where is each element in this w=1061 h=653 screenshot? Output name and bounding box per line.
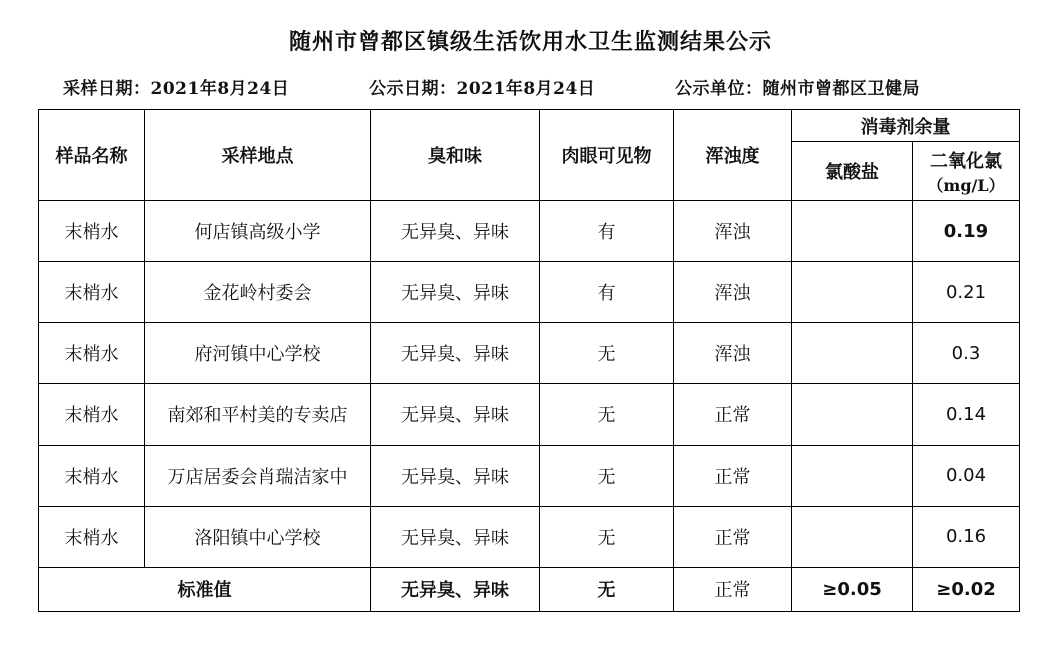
cell-chlorate (792, 384, 913, 445)
cell-chlorine-dioxide: 0.14 (913, 384, 1020, 445)
publishing-unit (675, 76, 920, 102)
table-row (39, 201, 1020, 262)
cell-odor: 无异臭、异味 (371, 445, 540, 506)
standard-chlorate: ≥0.05 (792, 567, 913, 611)
standard-turbidity: 正常 (674, 567, 792, 611)
cell-visible-matter: 无 (540, 323, 674, 384)
sample-date (63, 76, 289, 102)
cell-chlorate (792, 201, 913, 262)
cell-sample-name: 末梢水 (39, 506, 145, 567)
results-table (38, 109, 1020, 612)
cell-odor: 无异臭、异味 (371, 323, 540, 384)
publish-date-value: 2021年8月24日 (456, 79, 596, 99)
sample-date-value: 2021年8月24日 (150, 79, 290, 99)
publish-date (369, 76, 595, 102)
page-title: 随州市曾都区镇级生活饮用水卫生监测结果公示 (288, 30, 772, 55)
cell-sample-name: 末梢水 (39, 445, 145, 506)
cell-visible-matter: 无 (540, 506, 674, 567)
cell-location: 洛阳镇中心学校 (145, 506, 371, 567)
header-odor: 臭和味 (371, 110, 540, 201)
standard-row (39, 567, 1020, 611)
cell-chlorine-dioxide: 0.04 (913, 445, 1020, 506)
cell-sample-name: 末梢水 (39, 323, 145, 384)
cell-sample-name: 末梢水 (39, 201, 145, 262)
cell-turbidity: 正常 (674, 506, 792, 567)
cell-location: 万店居委会肖瑞洁家中 (145, 445, 371, 506)
cell-visible-matter: 有 (540, 201, 674, 262)
cell-visible-matter: 无 (540, 445, 674, 506)
table-row (39, 384, 1020, 445)
cell-odor: 无异臭、异味 (371, 506, 540, 567)
publishing-unit-value: 随州市曾都区卫健局 (762, 79, 920, 99)
cell-visible-matter: 无 (540, 384, 674, 445)
cell-turbidity: 浑浊 (674, 262, 792, 323)
cell-sample-name: 末梢水 (39, 384, 145, 445)
standard-label: 标准值 (39, 567, 371, 611)
cell-location: 何店镇高级小学 (145, 201, 371, 262)
cell-location: 金花岭村委会 (145, 262, 371, 323)
header-chlorate: 氯酸盐 (792, 142, 913, 201)
cell-location: 南郊和平村美的专卖店 (145, 384, 371, 445)
cell-visible-matter: 有 (540, 262, 674, 323)
cell-chlorine-dioxide: 0.19 (913, 201, 1020, 262)
cell-turbidity: 正常 (674, 384, 792, 445)
cell-turbidity: 浑浊 (674, 323, 792, 384)
header-location: 采样地点 (145, 110, 371, 201)
header-disinfectant: 消毒剂余量 (792, 110, 1020, 142)
table-row (39, 506, 1020, 567)
cell-turbidity: 浑浊 (674, 201, 792, 262)
standard-odor: 无异臭、异味 (371, 567, 540, 611)
cell-chlorine-dioxide: 0.3 (913, 323, 1020, 384)
cell-odor: 无异臭、异味 (371, 201, 540, 262)
cell-chlorine-dioxide: 0.21 (913, 262, 1020, 323)
sample-date-label: 采样日期： (63, 79, 151, 99)
standard-chlorine-dioxide: ≥0.02 (913, 567, 1020, 611)
cell-chlorate (792, 445, 913, 506)
cell-odor: 无异臭、异味 (371, 262, 540, 323)
cell-location: 府河镇中心学校 (145, 323, 371, 384)
header-sample-name: 样品名称 (39, 110, 145, 201)
cell-sample-name: 末梢水 (39, 262, 145, 323)
header-visible-matter: 肉眼可见物 (540, 110, 674, 201)
meta-row (0, 76, 1061, 102)
standard-visible-matter: 无 (540, 567, 674, 611)
header-chlorine-dioxide-label: 二氧化氯 (930, 150, 1002, 172)
header-chlorine-dioxide-unit: （mg/L） (927, 175, 1005, 195)
cell-odor: 无异臭、异味 (371, 384, 540, 445)
cell-chlorine-dioxide: 0.16 (913, 506, 1020, 567)
cell-chlorate (792, 506, 913, 567)
table-row (39, 262, 1020, 323)
header-turbidity: 浑浊度 (674, 110, 792, 201)
header-chlorine-dioxide (913, 142, 1020, 201)
cell-chlorate (792, 323, 913, 384)
table-row (39, 445, 1020, 506)
publish-date-label: 公示日期： (369, 79, 457, 99)
table-row (39, 323, 1020, 384)
cell-turbidity: 正常 (674, 445, 792, 506)
cell-chlorate (792, 262, 913, 323)
publishing-unit-label: 公示单位： (675, 79, 763, 99)
